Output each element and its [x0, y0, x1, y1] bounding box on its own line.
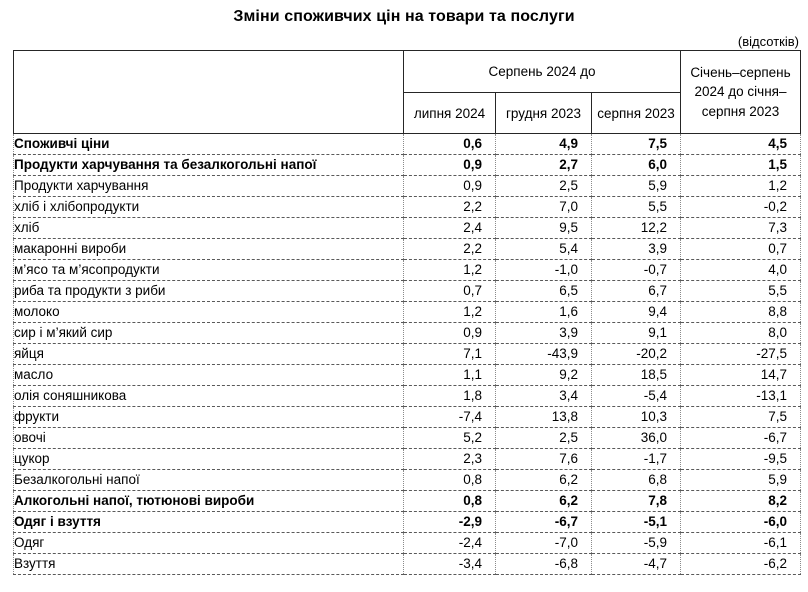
row-value: 4,0 — [681, 260, 801, 281]
unit-note: (відсотків) — [737, 34, 799, 49]
row-value: -6,1 — [681, 533, 801, 554]
row-label: овочі — [14, 428, 404, 449]
table-row — [14, 491, 801, 512]
row-value: 0,9 — [404, 323, 496, 344]
row-value: 5,2 — [404, 428, 496, 449]
row-value: 6,0 — [592, 155, 681, 176]
row-value: 6,7 — [592, 281, 681, 302]
row-value: 7,0 — [496, 197, 592, 218]
row-label: Одяг — [14, 533, 404, 554]
row-value: 2,3 — [404, 449, 496, 470]
row-value: 2,5 — [496, 428, 592, 449]
col-header-jan-aug-period: Січень–серпень 2024 до січня–серпня 2023 — [681, 51, 801, 134]
page-title: Зміни споживчих цін на товари та послуги — [233, 8, 575, 25]
row-value: 2,4 — [404, 218, 496, 239]
row-value: 1,2 — [404, 302, 496, 323]
row-value: -1,7 — [592, 449, 681, 470]
row-value: 7,3 — [681, 218, 801, 239]
row-value: 2,7 — [496, 155, 592, 176]
row-value: 5,5 — [681, 281, 801, 302]
row-value: 7,5 — [681, 407, 801, 428]
price-changes-table — [13, 50, 801, 575]
row-value: 12,2 — [592, 218, 681, 239]
row-value: 1,6 — [496, 302, 592, 323]
table-row — [14, 365, 801, 386]
row-value: 13,8 — [496, 407, 592, 428]
row-label: олія соняшникова — [14, 386, 404, 407]
row-value: 3,9 — [592, 239, 681, 260]
row-value: 2,2 — [404, 239, 496, 260]
table-row — [14, 281, 801, 302]
col-header-july-2024: липня 2024 — [404, 93, 496, 134]
table-row — [14, 302, 801, 323]
table-row — [14, 470, 801, 491]
row-value: -0,2 — [681, 197, 801, 218]
row-value: 1,5 — [681, 155, 801, 176]
row-label: Одяг і взуття — [14, 512, 404, 533]
row-value: 9,5 — [496, 218, 592, 239]
table-row — [14, 239, 801, 260]
row-value: 4,5 — [681, 134, 801, 155]
corner-cell — [14, 51, 404, 134]
row-label: м’ясо та м’ясопродукти — [14, 260, 404, 281]
row-value: 6,8 — [592, 470, 681, 491]
table-row — [14, 428, 801, 449]
table-row — [14, 155, 801, 176]
row-value: 4,9 — [496, 134, 592, 155]
row-value: -7,4 — [404, 407, 496, 428]
row-value: 5,9 — [681, 470, 801, 491]
row-label: хліб і хлібопродукти — [14, 197, 404, 218]
row-value: -2,4 — [404, 533, 496, 554]
row-value: 0,6 — [404, 134, 496, 155]
row-value: 5,9 — [592, 176, 681, 197]
row-value: 1,8 — [404, 386, 496, 407]
row-value: 3,9 — [496, 323, 592, 344]
row-value: -27,5 — [681, 344, 801, 365]
row-label: Безалкогольні напої — [14, 470, 404, 491]
row-value: -6,2 — [681, 554, 801, 575]
row-value: 5,5 — [592, 197, 681, 218]
row-value: -5,1 — [592, 512, 681, 533]
row-label: молоко — [14, 302, 404, 323]
row-label: хліб — [14, 218, 404, 239]
row-value: 8,0 — [681, 323, 801, 344]
row-label: риба та продукти з риби — [14, 281, 404, 302]
row-value: 0,9 — [404, 155, 496, 176]
table-row — [14, 554, 801, 575]
table-row — [14, 176, 801, 197]
row-label: цукор — [14, 449, 404, 470]
table-header — [14, 51, 801, 134]
row-label: Продукти харчування — [14, 176, 404, 197]
row-value: 7,8 — [592, 491, 681, 512]
row-label: Алкогольні напої, тютюнові вироби — [14, 491, 404, 512]
row-value: 1,2 — [681, 176, 801, 197]
row-value: 1,1 — [404, 365, 496, 386]
row-label: Продукти харчування та безалкогольні напої — [14, 155, 404, 176]
row-value: 6,2 — [496, 470, 592, 491]
row-value: -5,4 — [592, 386, 681, 407]
table-row — [14, 512, 801, 533]
row-label: фрукти — [14, 407, 404, 428]
row-value: 18,5 — [592, 365, 681, 386]
row-value: 36,0 — [592, 428, 681, 449]
row-label: масло — [14, 365, 404, 386]
row-value: -6,0 — [681, 512, 801, 533]
row-value: 9,1 — [592, 323, 681, 344]
row-value: -13,1 — [681, 386, 801, 407]
row-value: 2,2 — [404, 197, 496, 218]
table-row — [14, 407, 801, 428]
col-header-august-2023: серпня 2023 — [592, 93, 681, 134]
table-row — [14, 218, 801, 239]
row-value: -1,0 — [496, 260, 592, 281]
row-value: 5,4 — [496, 239, 592, 260]
row-value: 8,8 — [681, 302, 801, 323]
row-value: -7,0 — [496, 533, 592, 554]
row-value: -9,5 — [681, 449, 801, 470]
row-value: 6,5 — [496, 281, 592, 302]
table-body — [14, 134, 801, 575]
table-row — [14, 323, 801, 344]
table-row — [14, 134, 801, 155]
row-value: 3,4 — [496, 386, 592, 407]
table-row — [14, 344, 801, 365]
row-value: 6,2 — [496, 491, 592, 512]
row-value: 1,2 — [404, 260, 496, 281]
row-value: 10,3 — [592, 407, 681, 428]
header-row-group — [14, 51, 801, 93]
row-value: 7,1 — [404, 344, 496, 365]
row-label: макаронні вироби — [14, 239, 404, 260]
col-header-december-2023: грудня 2023 — [496, 93, 592, 134]
row-label: Споживчі ціни — [14, 134, 404, 155]
row-value: -6,7 — [496, 512, 592, 533]
row-value: -0,7 — [592, 260, 681, 281]
row-value: 9,4 — [592, 302, 681, 323]
row-value: -6,7 — [681, 428, 801, 449]
table-row — [14, 533, 801, 554]
report-page — [0, 8, 808, 575]
table-row — [14, 449, 801, 470]
row-value: -5,9 — [592, 533, 681, 554]
row-value: 14,7 — [681, 365, 801, 386]
table-row — [14, 260, 801, 281]
table-row — [14, 197, 801, 218]
row-label: яйця — [14, 344, 404, 365]
row-value: -43,9 — [496, 344, 592, 365]
table-row — [14, 386, 801, 407]
row-value: 9,2 — [496, 365, 592, 386]
row-label: Взуття — [14, 554, 404, 575]
row-value: -2,9 — [404, 512, 496, 533]
row-value: -4,7 — [592, 554, 681, 575]
row-value: 2,5 — [496, 176, 592, 197]
column-group-header: Серпень 2024 до — [404, 51, 681, 93]
row-label: сир і м’який сир — [14, 323, 404, 344]
row-value: 0,8 — [404, 491, 496, 512]
row-value: -6,8 — [496, 554, 592, 575]
row-value: 7,5 — [592, 134, 681, 155]
row-value: 0,9 — [404, 176, 496, 197]
row-value: 8,2 — [681, 491, 801, 512]
row-value: 0,7 — [681, 239, 801, 260]
row-value: 7,6 — [496, 449, 592, 470]
row-value: 0,8 — [404, 470, 496, 491]
row-value: -3,4 — [404, 554, 496, 575]
row-value: -20,2 — [592, 344, 681, 365]
row-value: 0,7 — [404, 281, 496, 302]
